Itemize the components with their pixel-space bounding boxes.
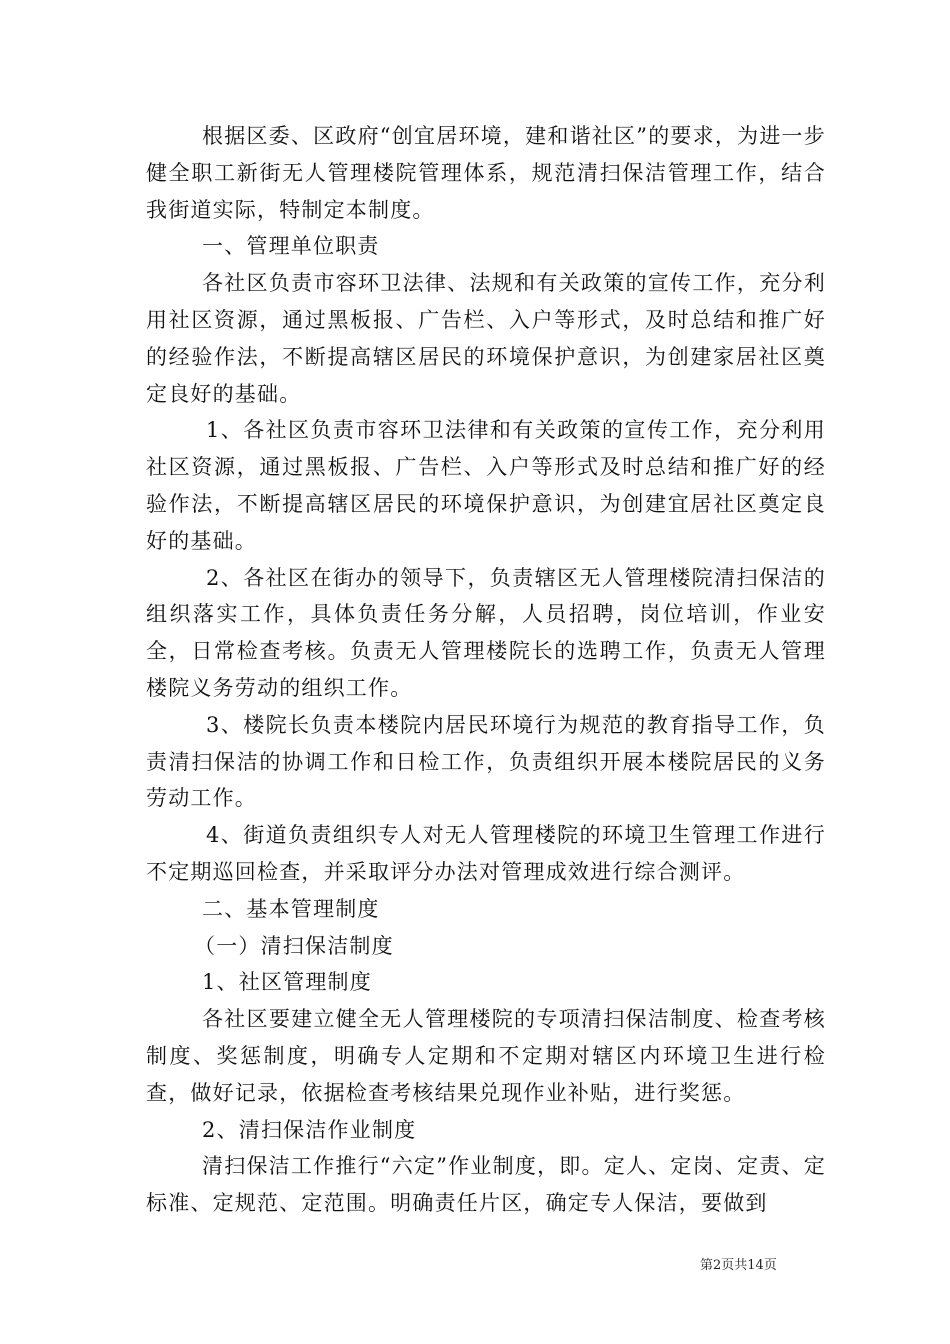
intro-paragraph: 根据区委、区政府“创宜居环境，建和谐社区”的要求，为进一步健全职工新街无人管理楼院管理体系，规范清扫保洁管理工作，结合我街道实际，特制定本制度。: [146, 124, 826, 222]
list-item-4: 4、街道负责组织专人对无人管理楼院的环境卫生管理工作进行不定期巡回检查，并采取评分办法对管理成效进行综合测评。: [146, 823, 826, 884]
list-item-2: 2、各社区在街办的领导下，负责辖区无人管理楼院清扫保洁的组织落实工作，具体负责任务分解，人员招聘，岗位培训，作业安全，日常检查考核。负责无人管理楼院长的选聘工作，负责无人管理楼院义务劳动的组织工作。: [146, 565, 826, 700]
list-item-3: 3、楼院长负责本楼院内居民环境行为规范的教育指导工作，负责清扫保洁的协调工作和日检工作，负责组织开展本楼院居民的义务劳动工作。: [146, 712, 826, 811]
paragraph-community-rules: 各社区要建立健全无人管理楼院的专项清扫保洁制度、检查考核制度、奖惩制度，明确专人定期和不定期对辖区内环境卫生进行检查，做好记录，依据检查考核结果兑现作业补贴，进行奖惩。: [146, 1007, 826, 1105]
paragraph-six-fixed: 清扫保洁工作推行“六定”作业制度，即。定人、定岗、定责、定标准、定规范、定范围。明确责任片区，确定专人保洁，要做到: [146, 1154, 826, 1216]
paragraph-community-publicity: 各社区负责市容环卫法律、法规和有关政策的宣传工作，充分利用社区资源，通过黑板报、广告栏、入户等形式，及时总结和推广好的经验作法，不断提高辖区居民的环境保护意识，为创建家居社区奠定良好的基础。: [146, 271, 826, 406]
list-item-1: 1、各社区负责市容环卫法律和有关政策的宣传工作，充分利用社区资源，通过黑板报、广告栏、入户等形式及时总结和推广好的经验作法，不断提高辖区居民的环境保护意识，为创建宜居社区奠定良好的基础。: [146, 418, 826, 553]
document-body: [146, 118, 826, 1222]
subheading-community-rules: 1、社区管理制度: [202, 970, 372, 995]
page-number-footer: 第2页共14页: [700, 1258, 777, 1273]
subheading-cleaning-work-rules: 2、清扫保洁作业制度: [202, 1117, 417, 1142]
subsection-heading-cleaning: （一）清扫保洁制度: [194, 933, 394, 958]
section-heading-management-duties: 一、管理单位职责: [202, 234, 380, 259]
section-heading-basic-rules: 二、基本管理制度: [202, 896, 380, 921]
